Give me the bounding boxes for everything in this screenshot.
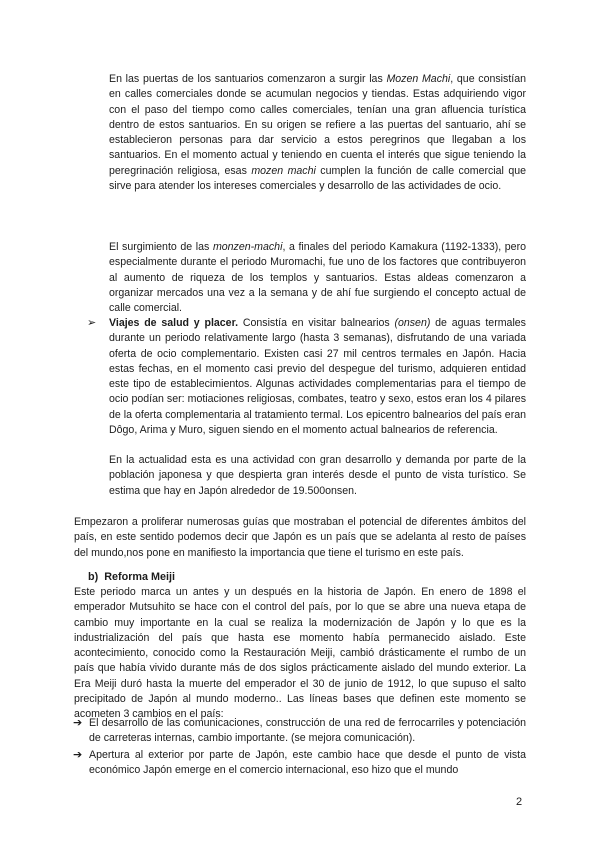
text: El desarrollo de las comunicaciones, construcción de una red de ferrocarriles y potenciación de carreteras internas, cambio importante. (se mejora comunicación). bbox=[89, 717, 526, 745]
arrow-right-icon: ➔ bbox=[73, 717, 83, 729]
text: cumplen la función de calle comercial que sirve para atender los intereses comerciales y desarrollo de las actividades de ocio. bbox=[109, 164, 527, 193]
paragraph-meiji bbox=[74, 585, 526, 723]
text: En las puertas de los santuarios comenzaron a surgir las bbox=[109, 73, 387, 85]
page-number: 2 bbox=[516, 796, 523, 808]
emphasis: (onsen) bbox=[394, 317, 431, 329]
paragraph-monzen-machi bbox=[109, 240, 526, 316]
bullet-arrow-icon: ➢ bbox=[87, 317, 97, 329]
list-item bbox=[73, 716, 526, 747]
text: Empezaron a proliferar numerosas guías que mostraban el potencial de diferentes ámbitos del país, en este sentido podemos decir que Japón es un país que se adelanta al resto de países del mundo,nos pone en manifiesto la importancia que tiene el turismo en este país. bbox=[74, 516, 526, 559]
section-title: Reforma Meiji bbox=[104, 571, 175, 583]
text: de aguas termales durante un periodo relativamente largo (hasta 3 semanas), disfrutando de una variada oferta de ocio complementario. Existen casi 27 mil centros termales en Japón. Hacia estas fechas, en el momento casi previo del despegue del turismo, adquieren entidad este tipo de establecimientos. Algunas actividades complementarias para el tiempo de ocio podían ser: motiaciones religiosas, combates, teatro y sexo, estos eran los 4 pilares de la oferta complementaria al tratamiento termal. Los epicentro balnearios del país eran Dôgo, Arima y Muro, siguen siendo en el momento actual balnearios de referencia. bbox=[109, 317, 526, 437]
text: El surgimiento de las bbox=[109, 241, 213, 253]
emphasis: Mozen Machi bbox=[386, 73, 451, 85]
paragraph-mozen-machi bbox=[109, 72, 526, 194]
text: , a finales del periodo Kamakura (1192-1333), pero especialmente durante el periodo Muromachi, fue uno de los factores que contribuyeron al aumento de riqueza de los templos y santuarios. Estas aldeas comenzaron a organizar mercados una vez a la semana y de ahí fue surgiendo el concepto actual de calle comercial. bbox=[109, 241, 526, 315]
text: Este periodo marca un antes y un después en la historia de Japón. En enero de 1898 el emperador Mutsuhito se hace con el control del país, por lo que se abre una nueva etapa de cambio muy importante en la cual se realiza la modernización de Japón y lo que es la industrialización del país que hasta ese momento había permanecido aislado. Este acontecimiento, conocido como la Restauración Meiji, cambió drásticamente el rumbo de un país que había vivido durante más de dos siglos prácticamente aislado del mundo exterior. La Era Meiji duró hasta la muerte del emperador el 30 de junio de 1912, lo que supuso el salto precipitado de Japón al mundo moderno.. Las líneas bases que definen este momento se acometen 3 cambios en el país: bbox=[74, 586, 526, 721]
arrow-right-icon: ➔ bbox=[73, 749, 83, 761]
bullet-viajes-salud bbox=[87, 316, 526, 438]
section-label: b) bbox=[88, 571, 99, 583]
text: , que consistían en calles comerciales donde se acumulan negocios y tiendas. Estas adquiriendo vigor con el paso del tiempo como calles comerciales, tenían una gran afluencia turística dentro de estos santuarios. En su origen se refiere a las puertas del santuario, ahí se establecieron personas para dar servicio a estos peregrinos que llegaban a los santuarios. En el momento actual y teniendo en cuenta el interés que sigue teniendo la peregrinación religiosa, esas bbox=[109, 73, 527, 177]
text: Consistía en visitar balnearios bbox=[238, 317, 395, 329]
text: Apertura al exterior por parte de Japón, este cambio hace que desde el punto de vista económico Japón emerge en el comercio internacional, eso hizo que el mundo bbox=[89, 749, 526, 777]
list-item bbox=[73, 748, 526, 779]
paragraph-guias bbox=[74, 515, 526, 561]
text: En la actualidad esta es una actividad con gran desarrollo y demanda por parte de la población japonesa y que despierta gran interés desde el punto de vista turístico. Se estima que hay en Japón alrededor de 19.500onsen. bbox=[109, 454, 526, 497]
paragraph-actualidad bbox=[109, 453, 526, 499]
section-heading-reforma-meiji bbox=[88, 570, 388, 585]
emphasis: monzen-machi bbox=[212, 241, 283, 253]
bullet-heading: Viajes de salud y placer. bbox=[109, 317, 239, 329]
emphasis: mozen machi bbox=[251, 164, 316, 177]
